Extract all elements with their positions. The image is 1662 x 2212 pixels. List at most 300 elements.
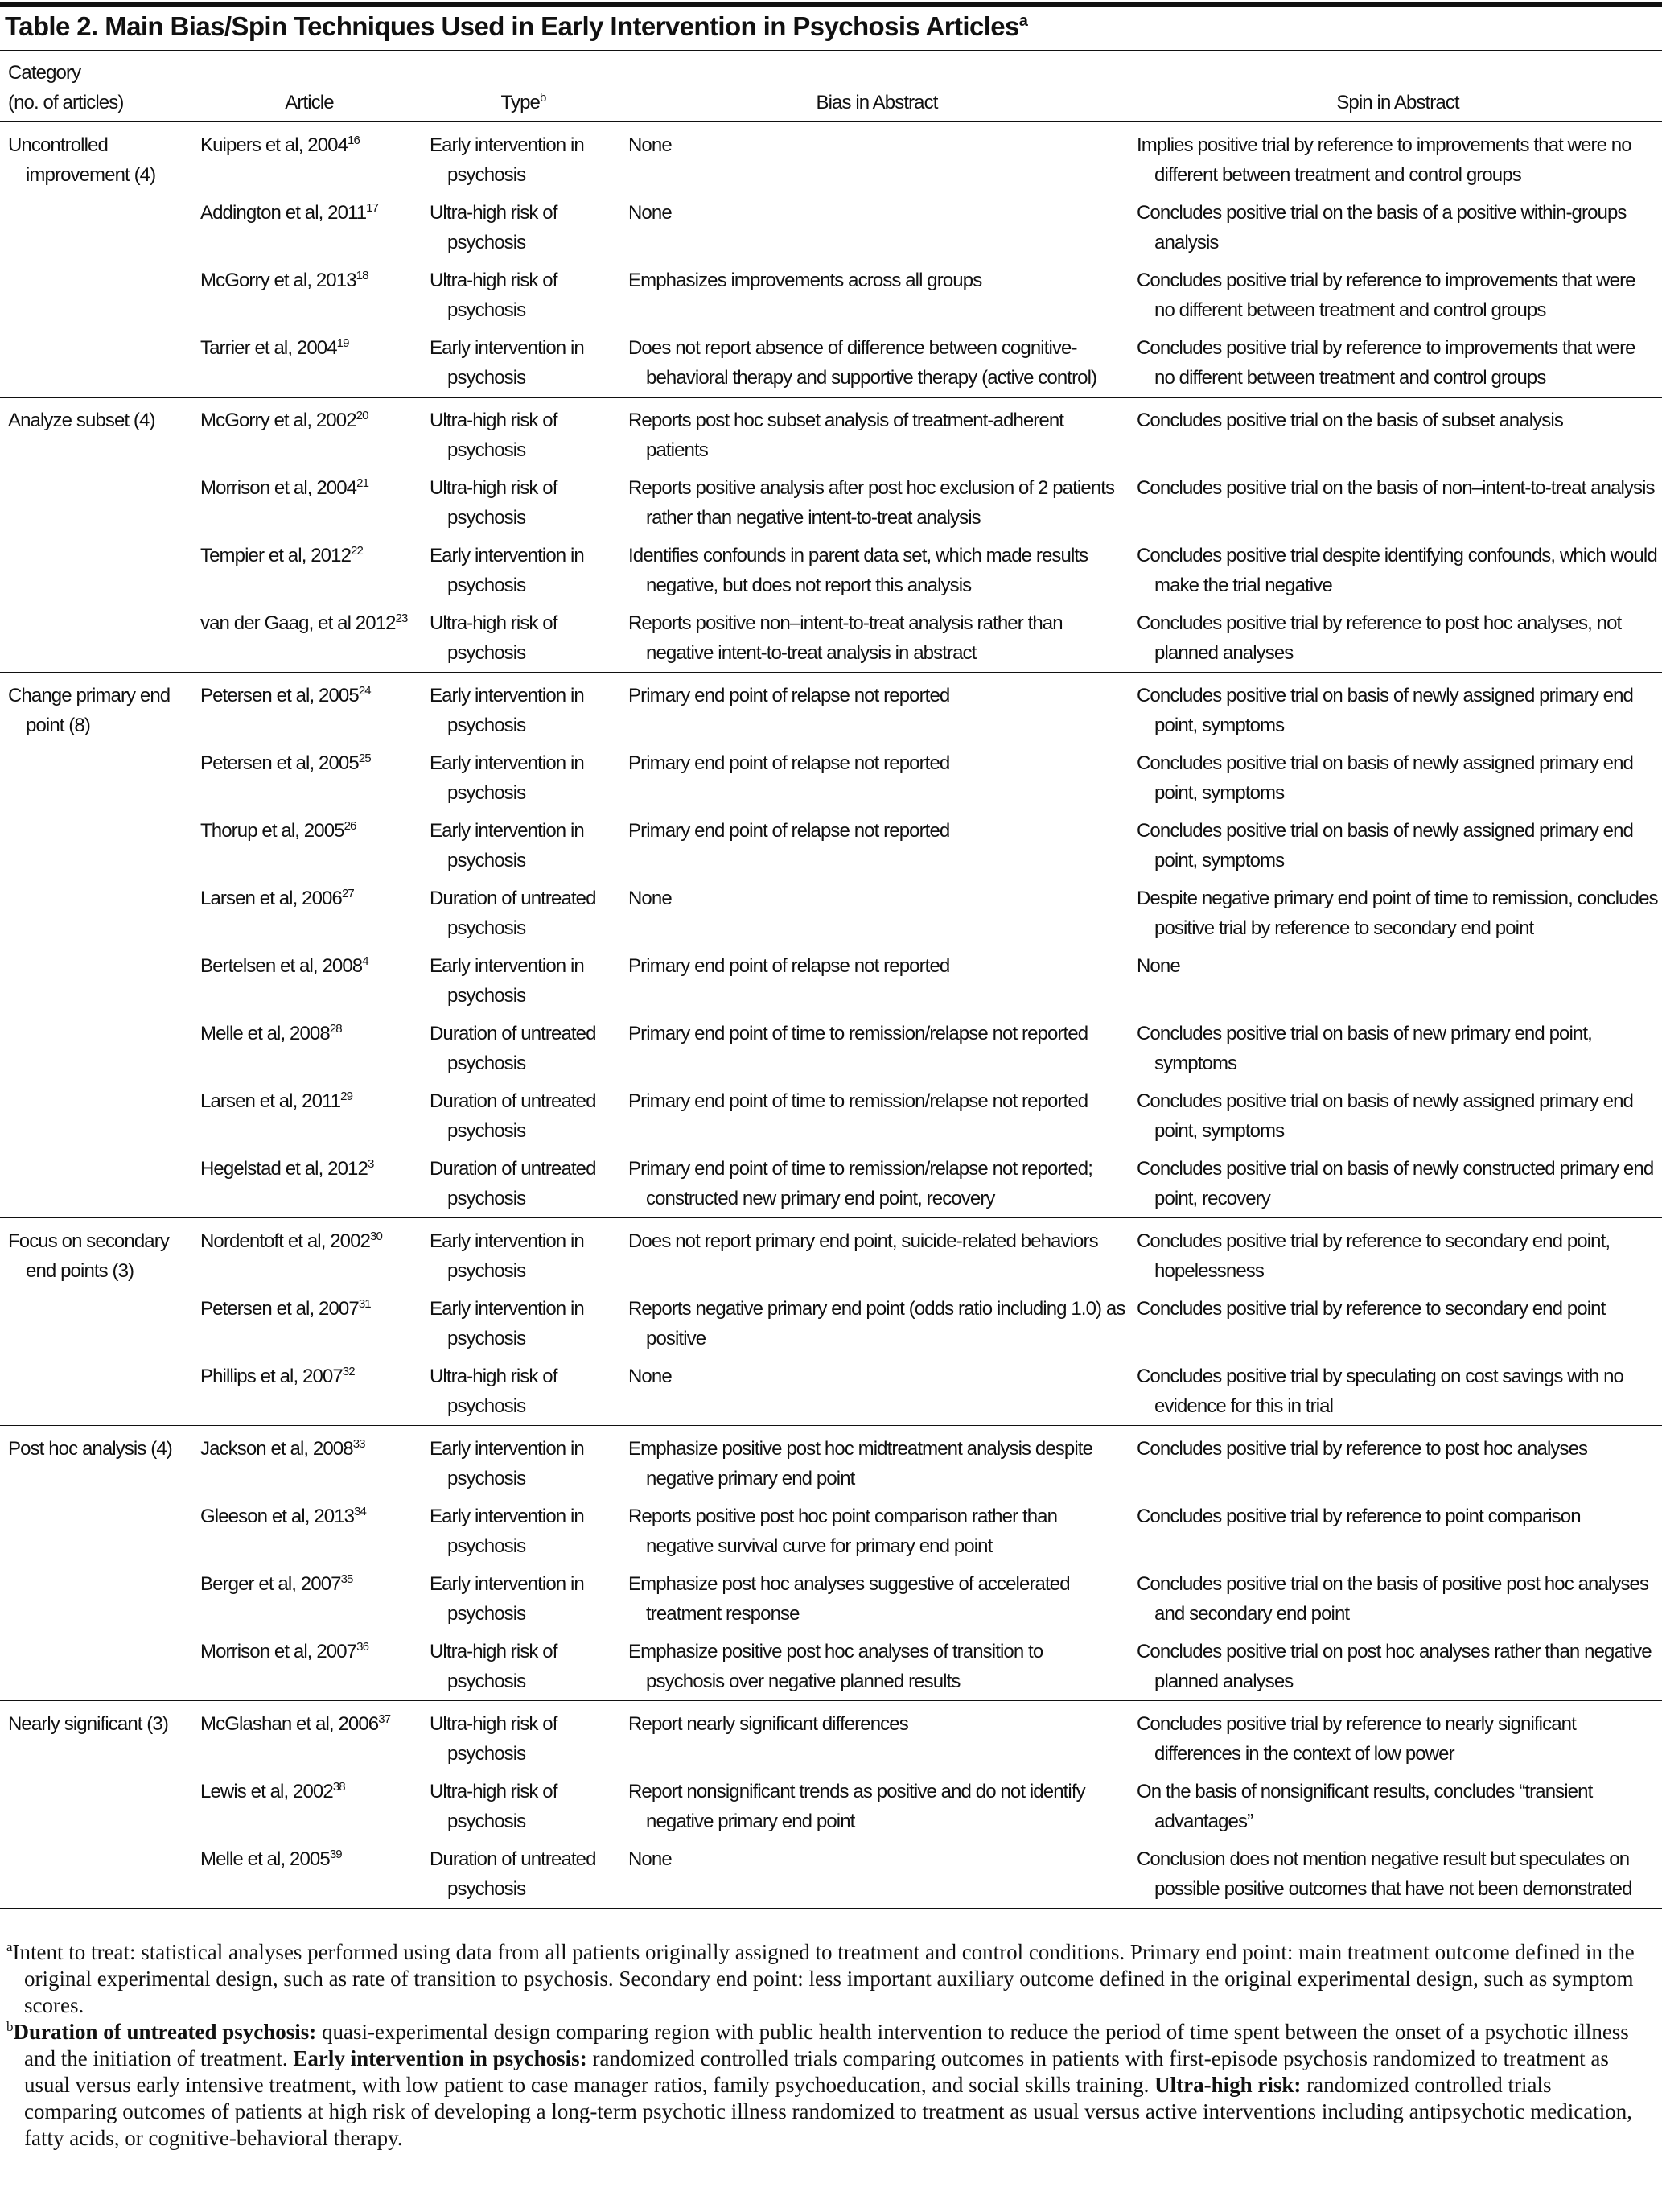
bias-cell	[620, 879, 1129, 947]
table-row	[0, 1840, 1662, 1909]
bias-cell	[620, 262, 1129, 329]
type-cell	[422, 1357, 620, 1426]
bias-cell	[620, 1150, 1129, 1218]
spin-cell	[1129, 1082, 1662, 1150]
article-citation: Hegelstad et al, 2012	[200, 1158, 368, 1180]
bias-cell	[620, 1633, 1129, 1701]
type-cell	[422, 1150, 620, 1218]
article-cell	[192, 469, 422, 537]
table-row	[0, 604, 1662, 673]
table-row	[0, 537, 1662, 604]
table-row	[0, 673, 1662, 745]
study-type: Early intervention in psychosis	[430, 134, 584, 186]
article-cell	[192, 1840, 422, 1909]
table-row	[0, 1150, 1662, 1218]
article-cell	[192, 1357, 422, 1426]
spin-text: Concludes positive trial on basis of newly assigned primary end point, symptoms	[1137, 685, 1633, 736]
bias-text: Does not report primary end point, suicide-related behaviors	[628, 1230, 1098, 1252]
table-row	[0, 1565, 1662, 1633]
bias-text: Emphasize positive post hoc analyses of transition to psychosis over negative planned results	[628, 1641, 1043, 1692]
type-cell	[422, 1497, 620, 1565]
footnote-b	[6, 2019, 1639, 2152]
bias-cell	[620, 1773, 1129, 1840]
study-type: Ultra-high risk of psychosis	[430, 612, 557, 664]
header-row	[0, 53, 1662, 122]
bias-cell	[620, 673, 1129, 745]
bias-cell	[620, 1218, 1129, 1291]
article-citation: Melle et al, 2005	[200, 1848, 330, 1870]
bias-text: Primary end point of relapse not reported	[628, 752, 950, 774]
footnote-text: quasi-experimental design comparing region with public health intervention to reduce the period of time spent between the onset of a psychotic illness and the initiation of treatment.	[24, 2020, 1629, 2070]
reference-number: 20	[356, 409, 368, 422]
bias-cell	[620, 1497, 1129, 1565]
reference-number: 32	[342, 1365, 355, 1378]
bias-text: None	[628, 888, 672, 909]
spin-text: Concludes positive trial on basis of newly constructed primary end point, recovery	[1137, 1158, 1654, 1209]
spin-cell	[1129, 1426, 1662, 1498]
type-cell	[422, 329, 620, 398]
bias-text: Reports positive non–intent-to-treat analysis rather than negative intent-to-treat analysis in abstract	[628, 612, 1063, 664]
type-cell	[422, 1218, 620, 1291]
type-cell	[422, 1840, 620, 1909]
bias-text: None	[628, 1848, 672, 1870]
article-cell	[192, 1701, 422, 1773]
table-title-text: Table 2. Main Bias/Spin Techniques Used in Early Intervention in Psychosis Articles	[5, 11, 1019, 41]
study-type: Ultra-high risk of psychosis	[430, 1713, 557, 1765]
article-citation: McGorry et al, 2002	[200, 410, 356, 431]
spin-text: Despite negative primary end point of time to remission, concludes positive trial by reference to secondary end point	[1137, 888, 1658, 939]
study-type: Ultra-high risk of psychosis	[430, 477, 557, 529]
type-cell	[422, 122, 620, 194]
spin-cell	[1129, 812, 1662, 879]
bias-cell	[620, 122, 1129, 194]
bias-cell	[620, 469, 1129, 537]
study-type: Early intervention in psychosis	[430, 1506, 584, 1557]
study-type: Duration of untreated psychosis	[430, 888, 596, 939]
article-citation: Berger et al, 2007	[200, 1573, 341, 1595]
header-category-line2: (no. of articles)	[8, 92, 124, 113]
spin-text: Concludes positive trial on the basis of positive post hoc analyses and secondary end point	[1137, 1573, 1649, 1625]
spin-cell	[1129, 879, 1662, 947]
spin-text: Concludes positive trial on the basis of subset analysis	[1137, 410, 1563, 431]
spin-text: Concludes positive trial by speculating on cost savings with no evidence for this in trial	[1137, 1366, 1623, 1417]
table-row	[0, 122, 1662, 194]
study-type: Early intervention in psychosis	[430, 820, 584, 871]
article-cell	[192, 744, 422, 812]
study-type: Early intervention in psychosis	[430, 1298, 584, 1349]
bias-cell	[620, 1357, 1129, 1426]
table-row	[0, 469, 1662, 537]
bias-cell	[620, 947, 1129, 1015]
article-cell	[192, 329, 422, 398]
category-cell	[0, 1497, 192, 1565]
study-type: Early intervention in psychosis	[430, 545, 584, 596]
table-title	[5, 11, 1027, 42]
bias-text: Emphasize positive post hoc midtreatment analysis despite negative primary end point	[628, 1438, 1093, 1489]
header-spin: Spin in Abstract	[1336, 92, 1459, 113]
category-cell	[0, 1218, 192, 1291]
type-cell	[422, 1082, 620, 1150]
reference-number: 17	[366, 201, 379, 215]
category-cell	[0, 1840, 192, 1909]
spin-text: Concludes positive trial on basis of newly assigned primary end point, symptoms	[1137, 1090, 1633, 1142]
header-category-line1: Category	[8, 62, 81, 84]
category-cell	[0, 1701, 192, 1773]
article-citation: McGorry et al, 2013	[200, 270, 356, 291]
table-row	[0, 744, 1662, 812]
footnote-text: randomized controlled trials comparing outcomes in patients with first-episode psychosis randomized to treatment as usual versus early intensive treatment, with low patient to case manager ratios, family psychoeducation, and social skills training.	[24, 2046, 1609, 2097]
category-label: Analyze subset (4)	[8, 410, 155, 431]
type-cell	[422, 537, 620, 604]
footnote-text: randomized controlled trials comparing outcomes of patients at high risk of developing a long-term psychotic illness randomized to treatment as usual versus active interventions including antipsychotic medication, fatty acids, or cognitive-behavioral therapy.	[24, 2073, 1633, 2150]
article-citation: Tempier et al, 2012	[200, 545, 352, 566]
reference-number: 37	[378, 1712, 391, 1726]
bias-text: Reports post hoc subset analysis of treatment-adherent patients	[628, 410, 1064, 461]
bias-cell	[620, 398, 1129, 470]
study-type: Ultra-high risk of psychosis	[430, 270, 557, 321]
study-type: Early intervention in psychosis	[430, 1573, 584, 1625]
category-cell	[0, 1150, 192, 1218]
bias-text: Primary end point of relapse not reported	[628, 685, 950, 706]
category-cell	[0, 947, 192, 1015]
spin-text: Concludes positive trial despite identifying confounds, which would make the trial negative	[1137, 545, 1657, 596]
category-label: Nearly significant (3)	[8, 1713, 168, 1735]
table-row	[0, 1082, 1662, 1150]
bias-cell	[620, 1290, 1129, 1357]
spin-cell	[1129, 1015, 1662, 1082]
table-row	[0, 262, 1662, 329]
type-cell	[422, 398, 620, 470]
spin-text: Concludes positive trial on the basis of a positive within-groups analysis	[1137, 202, 1627, 253]
table-row	[0, 194, 1662, 262]
category-cell	[0, 398, 192, 470]
reference-number: 33	[352, 1437, 365, 1451]
reference-number: 3	[367, 1157, 374, 1171]
reference-number: 23	[395, 612, 408, 625]
spin-cell	[1129, 1290, 1662, 1357]
category-cell	[0, 1082, 192, 1150]
article-cell	[192, 1015, 422, 1082]
reference-number: 34	[354, 1505, 366, 1518]
category-cell	[0, 262, 192, 329]
table-row	[0, 1426, 1662, 1498]
type-cell	[422, 1015, 620, 1082]
category-cell	[0, 1773, 192, 1840]
category-cell	[0, 537, 192, 604]
article-citation: Morrison et al, 2004	[200, 477, 357, 499]
study-type: Ultra-high risk of psychosis	[430, 410, 557, 461]
bias-cell	[620, 604, 1129, 673]
article-cell	[192, 604, 422, 673]
article-cell	[192, 194, 422, 262]
category-cell	[0, 329, 192, 398]
spin-cell	[1129, 329, 1662, 398]
table-row	[0, 812, 1662, 879]
spin-cell	[1129, 398, 1662, 470]
reference-number: 29	[340, 1090, 353, 1103]
article-cell	[192, 673, 422, 745]
table-row	[0, 1357, 1662, 1426]
article-cell	[192, 537, 422, 604]
spin-cell	[1129, 1701, 1662, 1773]
type-cell	[422, 1290, 620, 1357]
study-type: Early intervention in psychosis	[430, 685, 584, 736]
reference-number: 19	[336, 336, 349, 350]
category-cell	[0, 1290, 192, 1357]
spin-cell	[1129, 1565, 1662, 1633]
article-citation: Morrison et al, 2007	[200, 1641, 357, 1662]
footnotes	[6, 1939, 1639, 2152]
article-citation: Larsen et al, 2011	[200, 1090, 341, 1112]
top-rule	[0, 2, 1662, 7]
table-row	[0, 1497, 1662, 1565]
category-cell	[0, 744, 192, 812]
header-category	[0, 53, 192, 122]
article-citation: McGlashan et al, 2006	[200, 1713, 379, 1735]
footnote-term: Duration of untreated psychosis:	[13, 2020, 317, 2044]
type-cell	[422, 1426, 620, 1498]
spin-cell	[1129, 1497, 1662, 1565]
type-cell	[422, 1701, 620, 1773]
bias-text: Reports positive analysis after post hoc exclusion of 2 patients rather than negative intent-to-treat analysis	[628, 477, 1115, 529]
table-row	[0, 1015, 1662, 1082]
article-cell	[192, 398, 422, 470]
bias-text: None	[628, 1366, 672, 1387]
bias-text: Report nonsignificant trends as positive and do not identify negative primary end point	[628, 1781, 1085, 1832]
reference-number: 26	[344, 819, 356, 833]
spin-cell	[1129, 262, 1662, 329]
bias-cell	[620, 1840, 1129, 1909]
article-citation: Larsen et al, 2006	[200, 888, 342, 909]
spin-text: Implies positive trial by reference to improvements that were no different between treatment and control groups	[1137, 134, 1631, 186]
table-row	[0, 1773, 1662, 1840]
article-cell	[192, 812, 422, 879]
category-cell	[0, 1633, 192, 1701]
spin-cell	[1129, 947, 1662, 1015]
reference-number: 16	[348, 134, 360, 147]
reference-number: 25	[358, 752, 371, 765]
table-row	[0, 398, 1662, 470]
header-type-text: Type	[500, 92, 540, 113]
bias-cell	[620, 812, 1129, 879]
type-cell	[422, 744, 620, 812]
category-cell	[0, 122, 192, 194]
bias-cell	[620, 329, 1129, 398]
study-type: Ultra-high risk of psychosis	[430, 1781, 557, 1832]
reference-number: 35	[340, 1572, 353, 1586]
header-article: Article	[285, 92, 334, 113]
reference-number: 39	[329, 1847, 342, 1861]
spin-text: On the basis of nonsignificant results, concludes “transient advantages”	[1137, 1781, 1593, 1832]
bias-text: None	[628, 202, 672, 224]
footnote-mark: a	[6, 1939, 13, 1955]
article-cell	[192, 262, 422, 329]
header-type-footnote-mark: b	[539, 91, 546, 105]
spin-cell	[1129, 537, 1662, 604]
type-cell	[422, 262, 620, 329]
study-type: Early intervention in psychosis	[430, 1230, 584, 1282]
category-cell	[0, 469, 192, 537]
type-cell	[422, 1633, 620, 1701]
type-cell	[422, 604, 620, 673]
bias-cell	[620, 1015, 1129, 1082]
article-cell	[192, 1218, 422, 1291]
table-row	[0, 1218, 1662, 1291]
bias-text: Reports positive post hoc point comparison rather than negative survival curve for primary end point	[628, 1506, 1058, 1557]
spin-text: Concludes positive trial on basis of new primary end point, symptoms	[1137, 1023, 1592, 1074]
article-cell	[192, 1565, 422, 1633]
article-citation: Lewis et al, 2002	[200, 1781, 333, 1802]
category-label: Uncontrolled improvement (4)	[8, 134, 156, 186]
spin-text: Concludes positive trial by reference to improvements that were no different between treatment and control groups	[1137, 337, 1635, 389]
bias-text: Primary end point of time to remission/relapse not reported	[628, 1023, 1088, 1044]
spin-cell	[1129, 1633, 1662, 1701]
study-type: Early intervention in psychosis	[430, 1438, 584, 1489]
article-cell	[192, 122, 422, 194]
spin-cell	[1129, 1218, 1662, 1291]
spin-text: Conclusion does not mention negative result but speculates on possible positive outcomes that have not been demonstrated	[1137, 1848, 1632, 1900]
category-cell	[0, 1015, 192, 1082]
spin-cell	[1129, 1150, 1662, 1218]
reference-number: 18	[356, 269, 368, 282]
article-citation: van der Gaag, et al 2012	[200, 612, 396, 634]
article-citation: Petersen et al, 2007	[200, 1298, 359, 1320]
article-citation: Kuipers et al, 2004	[200, 134, 348, 156]
spin-cell	[1129, 122, 1662, 194]
title-rule	[0, 50, 1662, 51]
reference-number: 28	[329, 1022, 342, 1036]
spin-text: Concludes positive trial on basis of newly assigned primary end point, symptoms	[1137, 752, 1633, 804]
bias-text: Does not report absence of difference between cognitive-behavioral therapy and supportive therapy (active control)	[628, 337, 1097, 389]
table-row	[0, 947, 1662, 1015]
type-cell	[422, 812, 620, 879]
header-bias: Bias in Abstract	[816, 92, 938, 113]
bias-text: Primary end point of time to remission/relapse not reported	[628, 1090, 1088, 1112]
footnote-a	[6, 1939, 1639, 2019]
spin-text: None	[1137, 955, 1180, 977]
article-cell	[192, 1290, 422, 1357]
study-type: Early intervention in psychosis	[430, 752, 584, 804]
type-cell	[422, 194, 620, 262]
article-cell	[192, 1633, 422, 1701]
bias-text: Primary end point of relapse not reported	[628, 955, 950, 977]
spin-cell	[1129, 673, 1662, 745]
header-type	[422, 53, 620, 122]
article-citation: Phillips et al, 2007	[200, 1366, 343, 1387]
study-type: Ultra-high risk of psychosis	[430, 1641, 557, 1692]
article-cell	[192, 1150, 422, 1218]
bias-text: Reports negative primary end point (odds ratio including 1.0) as positive	[628, 1298, 1125, 1349]
bias-text: Emphasize post hoc analyses suggestive of accelerated treatment response	[628, 1573, 1070, 1625]
study-type: Duration of untreated psychosis	[430, 1158, 596, 1209]
study-type: Ultra-high risk of psychosis	[430, 1366, 557, 1417]
bias-cell	[620, 1701, 1129, 1773]
bias-cell	[620, 1565, 1129, 1633]
bias-cell	[620, 1426, 1129, 1498]
bias-cell	[620, 744, 1129, 812]
footnote-term: Early intervention in psychosis:	[293, 2046, 587, 2070]
footnote-text: Intent to treat: statistical analyses performed using data from all patients originally assigned to treatment and control conditions. Primary end point: main treatment outcome defined in the original experimental design, such as rate of transition to psychosis. Secondary end point: less important auxiliary outcome defined in the original experimental design, such as symptom scores.	[12, 1940, 1635, 2017]
category-cell	[0, 1426, 192, 1498]
article-cell	[192, 947, 422, 1015]
table-row	[0, 879, 1662, 947]
bias-text: None	[628, 134, 672, 156]
bias-cell	[620, 537, 1129, 604]
article-citation: Addington et al, 2011	[200, 202, 367, 224]
spin-cell	[1129, 469, 1662, 537]
article-citation: Tarrier et al, 2004	[200, 337, 337, 359]
spin-text: Concludes positive trial on the basis of non–intent-to-treat analysis	[1137, 477, 1655, 499]
table-row	[0, 1290, 1662, 1357]
bias-cell	[620, 1082, 1129, 1150]
reference-number: 31	[358, 1297, 371, 1311]
category-cell	[0, 1357, 192, 1426]
spin-cell	[1129, 1357, 1662, 1426]
study-type: Ultra-high risk of psychosis	[430, 202, 557, 253]
spin-text: Concludes positive trial by reference to post hoc analyses, not planned analyses	[1137, 612, 1622, 664]
type-cell	[422, 1565, 620, 1633]
spin-text: Concludes positive trial by reference to secondary end point	[1137, 1298, 1606, 1320]
study-type: Duration of untreated psychosis	[430, 1090, 596, 1142]
article-cell	[192, 1426, 422, 1498]
reference-number: 4	[362, 954, 368, 968]
footnote-term: Ultra-high risk:	[1154, 2073, 1302, 2097]
table-row	[0, 1701, 1662, 1773]
study-type: Early intervention in psychosis	[430, 337, 584, 389]
reference-number: 30	[370, 1230, 382, 1243]
category-cell	[0, 812, 192, 879]
study-type: Duration of untreated psychosis	[430, 1848, 596, 1900]
article-cell	[192, 879, 422, 947]
spin-cell	[1129, 1840, 1662, 1909]
spin-text: Concludes positive trial by reference to improvements that were no different between treatment and control groups	[1137, 270, 1635, 321]
article-citation: Thorup et al, 2005	[200, 820, 344, 842]
category-label: Change primary end point (8)	[8, 685, 171, 736]
spin-text: Concludes positive trial on post hoc analyses rather than negative planned analyses	[1137, 1641, 1652, 1692]
spin-cell	[1129, 194, 1662, 262]
spin-text: Concludes positive trial by reference to nearly significant differences in the context of low power	[1137, 1713, 1576, 1765]
type-cell	[422, 1773, 620, 1840]
table-row	[0, 1633, 1662, 1701]
category-label: Focus on secondary end points (3)	[8, 1230, 169, 1282]
reference-number: 27	[341, 887, 354, 900]
type-cell	[422, 947, 620, 1015]
spin-text: Concludes positive trial by reference to post hoc analyses	[1137, 1438, 1588, 1460]
bias-text: Primary end point of relapse not reported	[628, 820, 950, 842]
category-cell	[0, 194, 192, 262]
table-body	[0, 122, 1662, 1909]
category-cell	[0, 604, 192, 673]
article-cell	[192, 1082, 422, 1150]
spin-cell	[1129, 744, 1662, 812]
table-row	[0, 329, 1662, 398]
category-label: Post hoc analysis (4)	[8, 1438, 172, 1460]
bias-cell	[620, 194, 1129, 262]
article-citation: Petersen et al, 2005	[200, 752, 359, 774]
study-type: Early intervention in psychosis	[430, 955, 584, 1007]
reference-number: 24	[358, 684, 371, 698]
reference-number: 36	[356, 1640, 369, 1654]
article-cell	[192, 1773, 422, 1840]
bias-text: Emphasizes improvements across all groups	[628, 270, 982, 291]
article-cell	[192, 1497, 422, 1565]
category-cell	[0, 879, 192, 947]
title-footnote-mark: a	[1018, 12, 1028, 30]
article-citation: Petersen et al, 2005	[200, 685, 359, 706]
spin-cell	[1129, 1773, 1662, 1840]
spin-text: Concludes positive trial on basis of newly assigned primary end point, symptoms	[1137, 820, 1633, 871]
article-citation: Bertelsen et al, 2008	[200, 955, 363, 977]
